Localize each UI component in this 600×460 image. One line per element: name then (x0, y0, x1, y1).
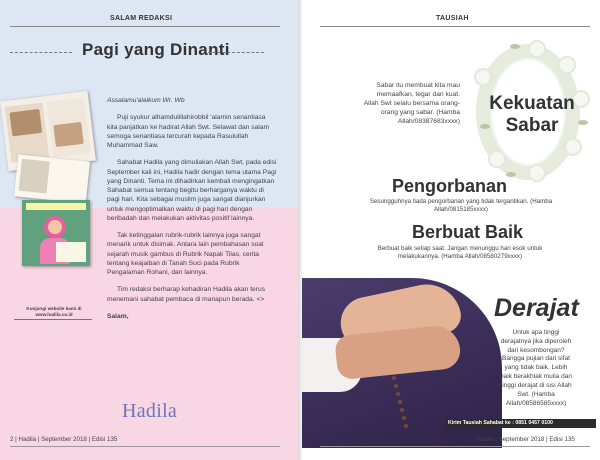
editorial-paragraph: Puji syukur alhamdulillahirobbil 'alamin senantiasa kita panjatkan ke hadirat Allah Swt. Selawat dan salam semoga senantiasa tercurah kepada Rasulullah Muhammad Saw. (107, 114, 270, 149)
magazine-page (14, 154, 90, 203)
berbuat-baik-heading: Berbuat Baik (412, 222, 524, 242)
editorial-paragraph: Sahabat Hadila yang dimuliakan Allah Swt, pada edisi September kali ini, Hadila hadir dengan tema utama Pagi yang Dinanti. Tema ini dihadirkan kembali mengingatkan Sahabat semua tentang begitu berharganya waktu di pagi hari. Kita sebagai muslim juga sangat dianjurkan untuk mengoptimalkan waktu di pagi hari dengan beribadah dan melakukan aktivitas positif lainnya. (107, 159, 277, 222)
website-caption: Kunjungi website kami di www.hadila.co.id (26, 306, 82, 318)
salam-opening: Assalamu'alaikum Wr. Wb (107, 97, 185, 104)
footer-rule-right (320, 446, 590, 447)
rubric-salam-redaksi: SALAM REDAKSI (110, 15, 173, 22)
magazine-cover (22, 200, 90, 266)
title-dash-left (10, 52, 72, 53)
caption-rule (14, 319, 92, 320)
closing-salam: Salam, (107, 312, 129, 320)
editorial-paragraph: Tim redaksi berharap kehadiran Hadila akan terus menemani sahabat pembaca di manapun berada. <> (107, 286, 266, 303)
sabar-heading: Kekuatan Sabar (489, 93, 575, 136)
rubric-rule-right (320, 26, 590, 27)
derajat-heading: Derajat (494, 294, 579, 322)
rubric-rule-left (10, 26, 280, 27)
sabar-text: Sabar itu membuat kita mau memaafkan, tegar dan kuat. Allah Swt selalu bersama orang-orang yang sabar. (Hamba Allah/08387683xxxx) (363, 82, 460, 126)
derajat-text: Untuk apa tinggi derajatnya jika diperoleh dari kesombongan? Bangga pujian dari sifat yang tidak baik. Lebih baik berakhlak mulia dan tinggi derajat di sisi Allah Swt. (Hamba Allah/08586585xxxx) (500, 329, 572, 407)
footer-right: Hadila | September 2018 | Edisi 135 (476, 436, 575, 443)
editorial-body (107, 96, 277, 329)
kirim-tausiah-text: Kirim Tausiah Sahabat ke : 0851 0457 0100 (448, 420, 553, 426)
footer-rule-left (10, 446, 280, 447)
berbuat-baik-text: Berbuat baik setiap saat. Jangan menunggu hari esok untuk melakukannya. (Hamba Allah/08580279xxxx) (377, 245, 543, 261)
page-title: Pagi yang Dinanti (82, 40, 230, 59)
title-dash-right (208, 52, 264, 53)
editorial-paragraph: Tak ketinggalan rubrik-rubrik lainnya juga sangat menarik untuk disimak. Antara lain pembahasan soal sejarah musik gambus di Rubrik Napak Tilas, cerita tentang keajaiban di Tanah Suci pada Rubrik Pengalaman Rohani, dan lainnya. (107, 232, 264, 276)
rubric-tausiah: TAUSIAH (436, 15, 469, 22)
pengorbanan-heading: Pengorbanan (392, 176, 508, 196)
footer-left: 2 | Hadila | September 2018 | Edisi 135 (10, 436, 118, 443)
pengorbanan-text: Sesungguhnya tiada pengorbanan yang tidak tergantikan. (Hamba Allah/0815185xxxx) (369, 198, 553, 214)
hadila-masthead: Hadila (122, 400, 178, 422)
